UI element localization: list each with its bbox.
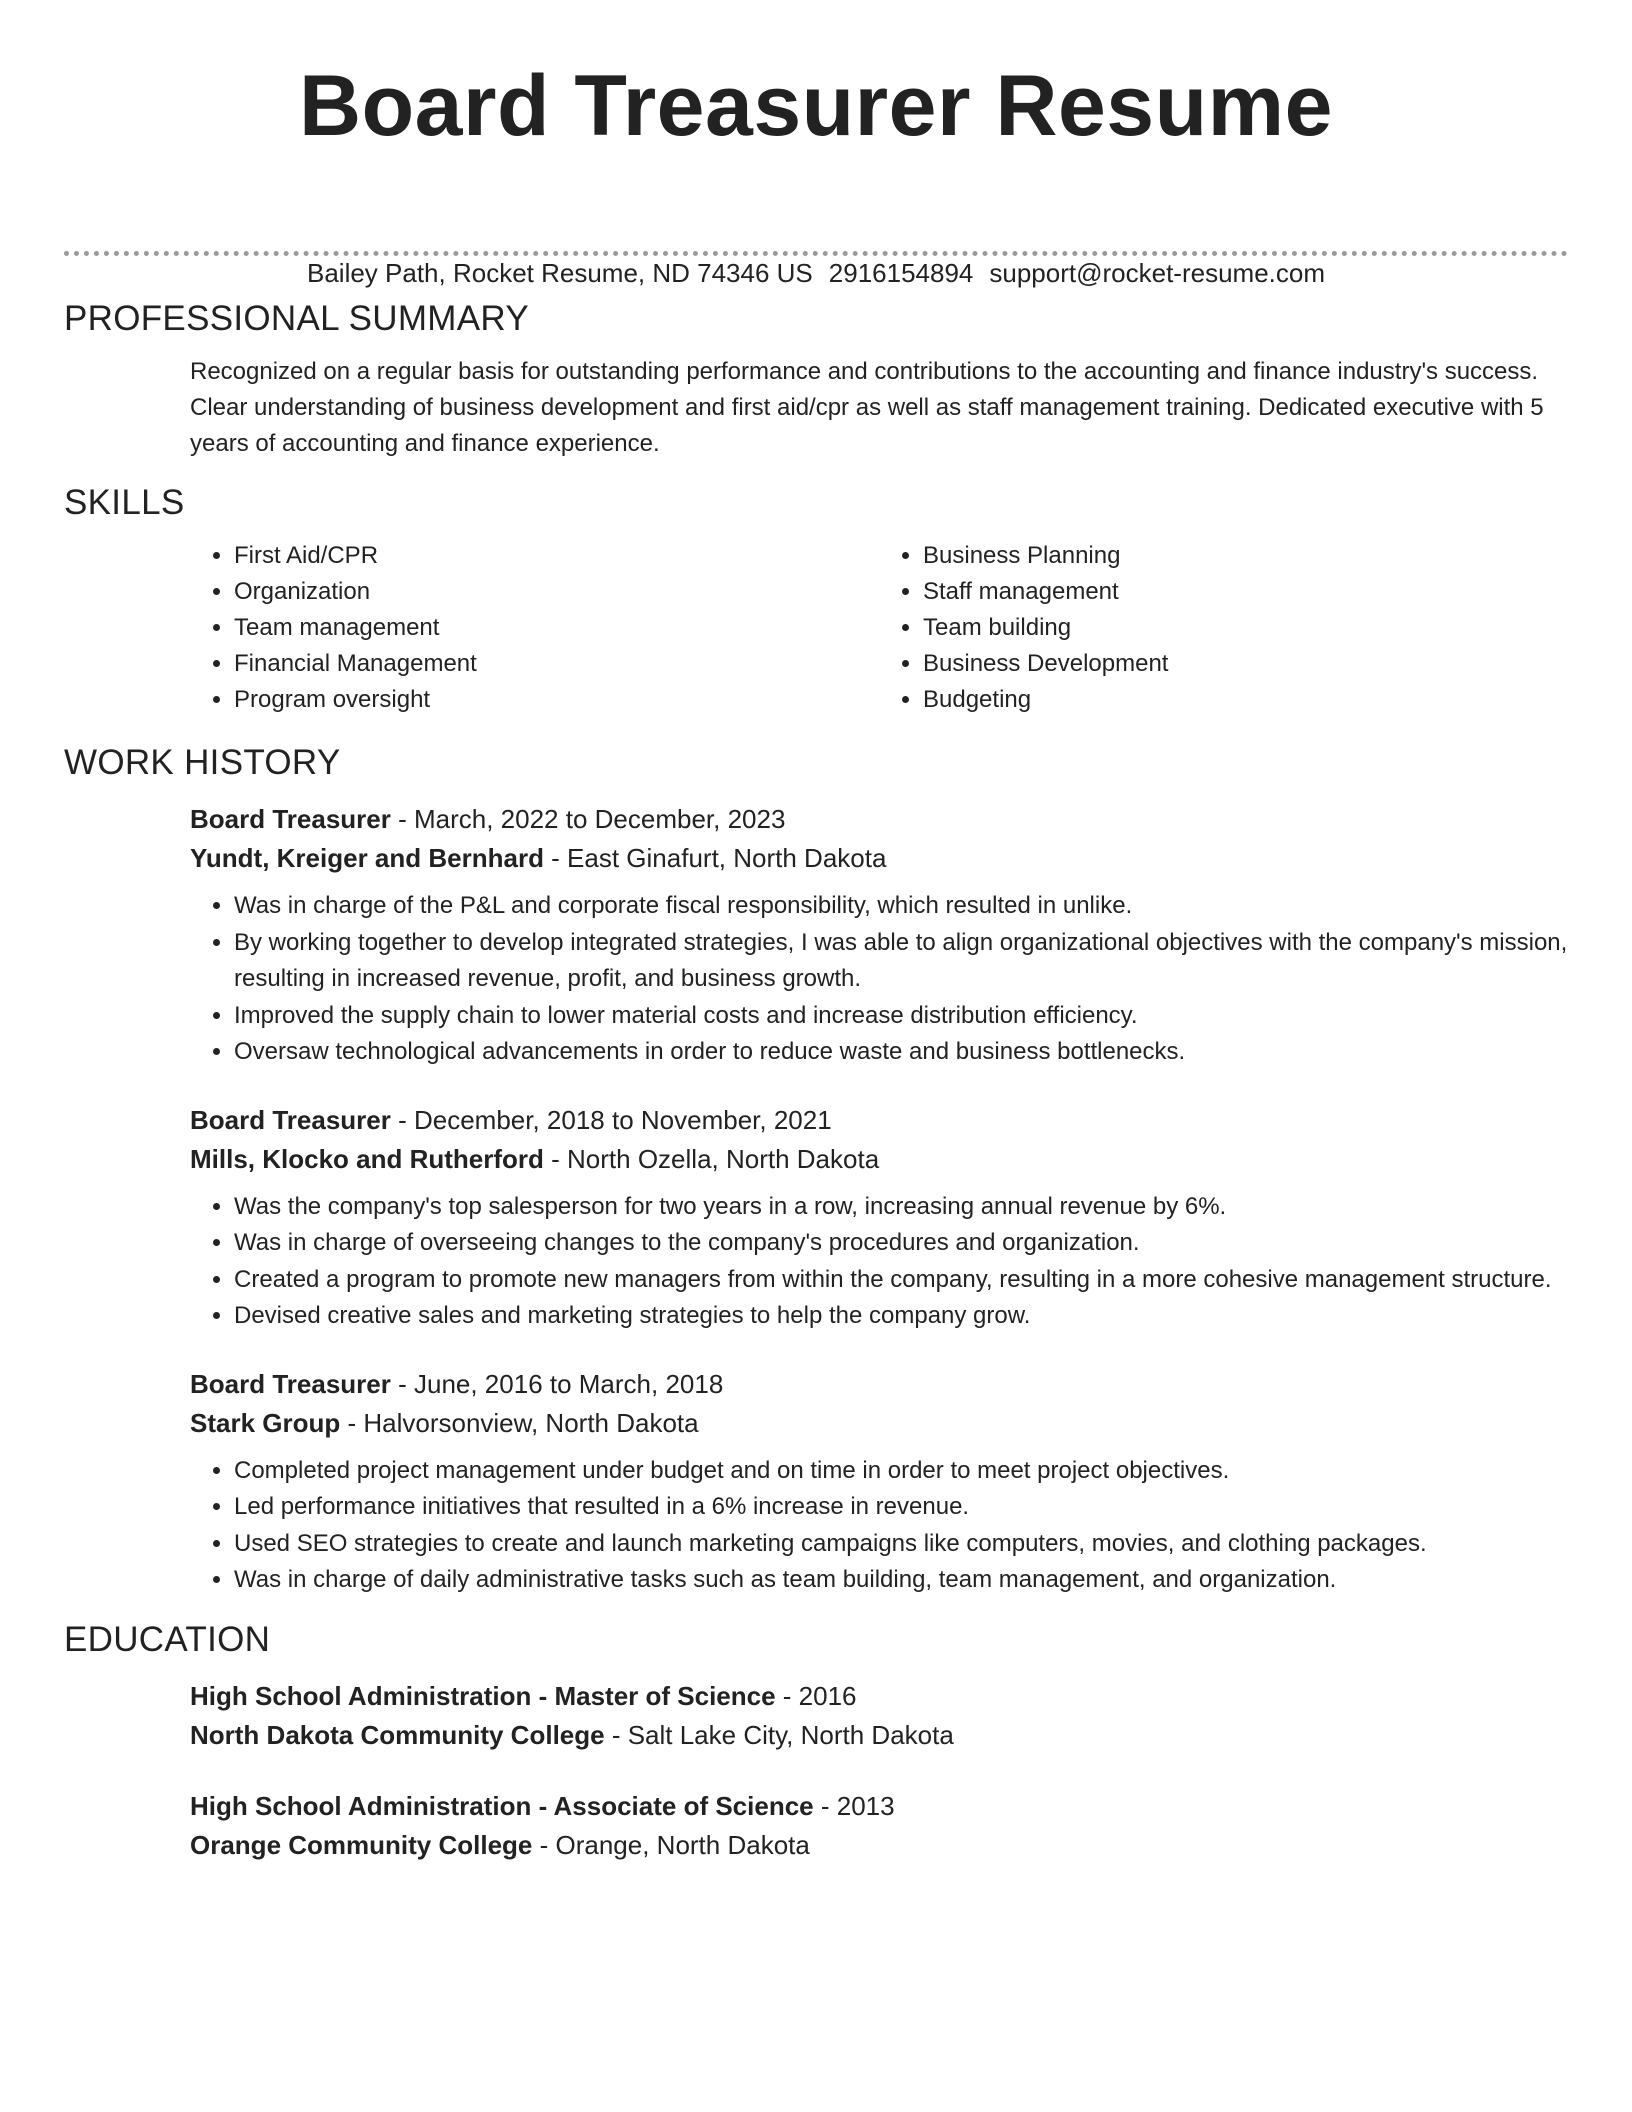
header-divider	[64, 251, 1568, 256]
job-bullet: • By working together to develop integrated strategies, I was able to align organizational objectives with the company's mission, resulting in increased revenue, profit, and business growth.	[234, 925, 1568, 998]
job-bullet: • Was the company's top salesperson for two years in a row, increasing annual revenue by 6%.	[234, 1189, 1568, 1226]
education-school: Orange Community College	[190, 1829, 533, 1860]
work-history-heading: WORK HISTORY	[64, 743, 341, 782]
contact-address: Bailey Path, Rocket Resume, ND 74346 US	[306, 258, 813, 288]
job-bullet: • Was in charge of the P&L and corporate fiscal responsibility, which resulted in unlike.	[234, 888, 1568, 925]
skills-right-list	[879, 538, 1568, 718]
education-location: - Orange, North Dakota	[532, 1829, 810, 1860]
job-bullet: • Created a program to promote new managers from within the company, resulting in a more cohesive management structure.	[234, 1262, 1568, 1299]
job-bullet: • Led performance initiatives that resulted in a 6% increase in revenue.	[234, 1489, 1568, 1526]
education-year: - 2013	[813, 1790, 895, 1821]
skills-left-list	[190, 538, 879, 718]
education-degree: High School Administration - Associate of Science	[190, 1790, 814, 1821]
job-bullet: • Improved the supply chain to lower material costs and increase distribution efficiency.	[234, 998, 1568, 1035]
work-history-section	[64, 740, 1568, 1599]
skill-item: • Financial Management	[234, 646, 879, 682]
job-dates: - December, 2018 to November, 2021	[390, 1104, 832, 1135]
job-location: - North Ozella, North Dakota	[543, 1143, 880, 1174]
job-entry	[190, 800, 1568, 1071]
education-year: - 2016	[775, 1680, 857, 1711]
education-heading: EDUCATION	[64, 1619, 271, 1659]
job-dates: - June, 2016 to March, 2018	[390, 1368, 724, 1399]
job-bullet: • Completed project management under budget and on time in order to meet project objectives.	[234, 1453, 1568, 1490]
contact-line	[0, 256, 1632, 290]
resume-title: Board Treasurer Resume	[299, 58, 1333, 154]
job-dates: - March, 2022 to December, 2023	[390, 804, 786, 834]
education-location: - Salt Lake City, North Dakota	[604, 1719, 954, 1750]
education-entry	[190, 1787, 1568, 1865]
contact-phone: 2916154894	[828, 258, 974, 288]
job-bullet: • Was in charge of daily administrative tasks such as team building, team management, and organization.	[234, 1562, 1568, 1599]
job-bullet: • Devised creative sales and marketing strategies to help the company grow.	[234, 1298, 1568, 1335]
job-bullets	[190, 1453, 1568, 1599]
job-bullet: • Used SEO strategies to create and launch marketing campaigns like computers, movies, and clothing packages.	[234, 1526, 1568, 1563]
skill-item: • Program oversight	[234, 682, 879, 718]
skills-columns	[190, 538, 1568, 718]
job-title: Board Treasurer	[190, 1104, 391, 1135]
resume-content	[64, 296, 1568, 1865]
skill-item: • Business Planning	[923, 538, 1568, 574]
job-bullets	[190, 888, 1568, 1071]
job-title: Board Treasurer	[190, 804, 391, 834]
skill-item: • Organization	[234, 574, 879, 610]
summary-heading: PROFESSIONAL SUMMARY	[64, 299, 529, 338]
education-section	[64, 1617, 1568, 1865]
skill-item: • Staff management	[923, 574, 1568, 610]
summary-text: Recognized on a regular basis for outstanding performance and contributions to the accounting and finance industry's success. Clear understanding of business development and first aid/cpr as well as staff management training. Dedicated executive with 5 years of accounting and finance experience.	[190, 358, 1544, 457]
contact-email: support@rocket-resume.com	[989, 258, 1326, 288]
job-entry	[190, 1365, 1568, 1599]
job-bullet: • Was in charge of overseeing changes to the company's procedures and organization.	[234, 1225, 1568, 1262]
skill-item: • Team management	[234, 610, 879, 646]
skill-item: • Team building	[923, 610, 1568, 646]
job-title: Board Treasurer	[190, 1368, 391, 1399]
education-entry	[190, 1677, 1568, 1755]
job-bullet: • Oversaw technological advancements in order to reduce waste and business bottlenecks.	[234, 1034, 1568, 1071]
skill-item: • Budgeting	[923, 682, 1568, 718]
summary-section	[64, 296, 1568, 462]
skills-heading: SKILLS	[64, 483, 185, 522]
skills-section	[64, 480, 1568, 718]
skill-item: • First Aid/CPR	[234, 538, 879, 574]
skill-item: • Business Development	[923, 646, 1568, 682]
job-location: - Halvorsonview, North Dakota	[340, 1407, 699, 1438]
job-location: - East Ginafurt, North Dakota	[543, 843, 887, 873]
education-school: North Dakota Community College	[190, 1719, 605, 1750]
job-company: Yundt, Kreiger and Bernhard	[190, 843, 544, 873]
job-entry	[190, 1101, 1568, 1335]
job-company: Stark Group	[190, 1407, 341, 1438]
education-degree: High School Administration - Master of Science	[190, 1680, 776, 1711]
job-company: Mills, Klocko and Rutherford	[190, 1143, 544, 1174]
job-bullets	[190, 1189, 1568, 1335]
